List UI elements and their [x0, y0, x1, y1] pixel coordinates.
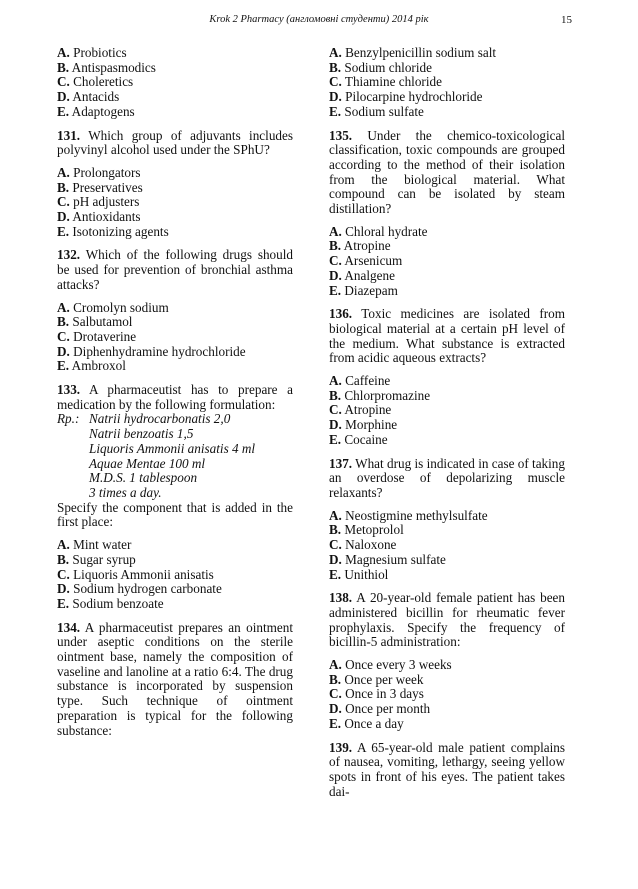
prescription-line: M.D.S. 1 tablespoon: [89, 470, 198, 486]
option-a: A. Benzylpenicillin sodium salt: [329, 45, 497, 60]
option-a: A. Once every 3 weeks: [329, 657, 452, 673]
option-b: B. Sugar syrup: [57, 551, 136, 567]
left-column: [57, 46, 293, 746]
option-c: C. Thiamine chloride: [329, 74, 442, 90]
question-132: 132. Which of the following drugs should be used for prevention of bronchial asthma attacks?: [57, 247, 293, 292]
prescription-line: 3 times a day.: [89, 484, 162, 500]
option-b: B. Metoprolol: [329, 522, 404, 538]
option-c: C. Drotaverine: [57, 328, 137, 344]
options-list: [329, 46, 565, 120]
option-b: B. Chlorpromazine: [329, 387, 431, 403]
option-d: D. Sodium hydrogen carbonate: [57, 581, 222, 597]
option-c: C. Liquoris Ammonii anisatis: [57, 566, 214, 582]
option-e: E. Sodium sulfate: [329, 103, 424, 119]
option-b: B. Sodium chloride: [329, 59, 432, 75]
option-d: D. Morphine: [329, 417, 398, 433]
option-d: D. Antioxidants: [57, 209, 141, 225]
option-e: E. Once a day: [329, 715, 404, 731]
option-b: B. Once per week: [329, 671, 424, 687]
option-b: B. Antispasmodics: [57, 59, 156, 75]
option-c: C. Atropine: [329, 402, 392, 418]
option-c: C. Naloxone: [329, 537, 397, 553]
option-b: B. Preservatives: [57, 179, 143, 195]
option-e: E. Sodium benzoate: [57, 595, 164, 611]
question-133: 133. A pharmaceutist has to prepare a medication by the following formulation:: [57, 382, 293, 412]
prescription-line: Rp.: Natrii hydrocarbonatis 2,0: [57, 411, 231, 427]
question-135: 135. Under the chemico-toxicological classification, toxic compounds are grouped according to the method of their isolation from the biological material. What compound can be isolated by steam distillation?: [329, 127, 565, 217]
right-column: [329, 46, 565, 807]
prescription-line: Natrii benzoatis 1,5: [89, 426, 194, 442]
options-list: [329, 225, 565, 299]
prescription-line: Aquae Mentae 100 ml: [89, 455, 206, 471]
page-header: [0, 14, 638, 30]
options-list: [57, 166, 293, 240]
options-list: [57, 538, 293, 612]
options-list: [57, 46, 293, 120]
options-list: [329, 509, 565, 583]
option-b: B. Salbutamol: [57, 314, 133, 330]
option-d: D. Analgene: [329, 267, 395, 283]
option-a: A. Cromolyn sodium: [57, 299, 169, 315]
page-number: 15: [561, 14, 572, 26]
question-133-prompt: Specify the component that is added in the first place:: [57, 499, 293, 530]
option-e: E. Ambroxol: [57, 358, 126, 374]
question-131: 131. Which group of adjuvants includes polyvinyl alcohol used under the SPhU?: [57, 127, 293, 158]
question-139: 139. A 65-year-old male patient complains of nausea, vomiting, lethargy, seeing yellow spots in front of his eyes. The patient takes dai-: [329, 739, 566, 799]
option-e: E. Unithiol: [329, 566, 389, 582]
question-136: 136. Toxic medicines are isolated from biological material at a certain pH level of the medium. What substance is extracted from acidic aqueous extracts?: [329, 306, 565, 366]
options-list: [57, 301, 293, 375]
option-c: C. Once in 3 days: [329, 686, 424, 702]
option-d: D. Once per month: [329, 701, 431, 717]
option-d: D. Pilocarpine hydrochloride: [329, 89, 483, 105]
question-138: 138. A 20-year-old female patient has been administered bicillin for rheumatic fever prophylaxis. Specify the frequency of bicillin-5 administration:: [329, 590, 565, 650]
prescription: [57, 412, 293, 500]
option-e: E. Adaptogens: [57, 103, 135, 119]
header-title: Krok 2 Pharmacy (англомовні студенти) 2014 рік: [209, 14, 429, 25]
question-134: 134. A pharmaceutist prepares an ointment under aseptic conditions on the sterile ointment base, namely the composition of vaseline and lanoline at a ratio 6:4. The drug substance is incorporated by suspension type. Such technique of ointment preparation is typical for the following substance:: [57, 619, 293, 738]
option-c: C. Choleretics: [57, 74, 134, 90]
option-a: A. Caffeine: [329, 373, 391, 389]
option-e: E. Cocaine: [329, 431, 388, 447]
option-a: A. Neostigmine methylsulfate: [329, 507, 488, 523]
option-a: A. Prolongators: [57, 164, 141, 180]
option-c: C. Arsenicum: [329, 253, 403, 269]
option-d: D. Antacids: [57, 89, 120, 105]
option-d: D. Magnesium sulfate: [329, 551, 446, 567]
options-list: [329, 658, 565, 732]
option-e: E. Diazepam: [329, 282, 398, 298]
option-e: E. Isotonizing agents: [57, 223, 169, 239]
prescription-line: Liquoris Ammonii anisatis 4 ml: [89, 440, 256, 456]
options-list: [329, 374, 565, 448]
option-a: A. Chloral hydrate: [329, 223, 428, 239]
option-a: A. Probiotics: [57, 45, 127, 60]
option-a: A. Mint water: [57, 537, 132, 553]
question-137: 137. What drug is indicated in case of taking an overdose of depolarizing muscle relaxants?: [329, 455, 565, 500]
option-b: B. Atropine: [329, 238, 391, 254]
option-d: D. Diphenhydramine hydrochloride: [57, 343, 246, 359]
option-c: C. pH adjusters: [57, 194, 140, 210]
